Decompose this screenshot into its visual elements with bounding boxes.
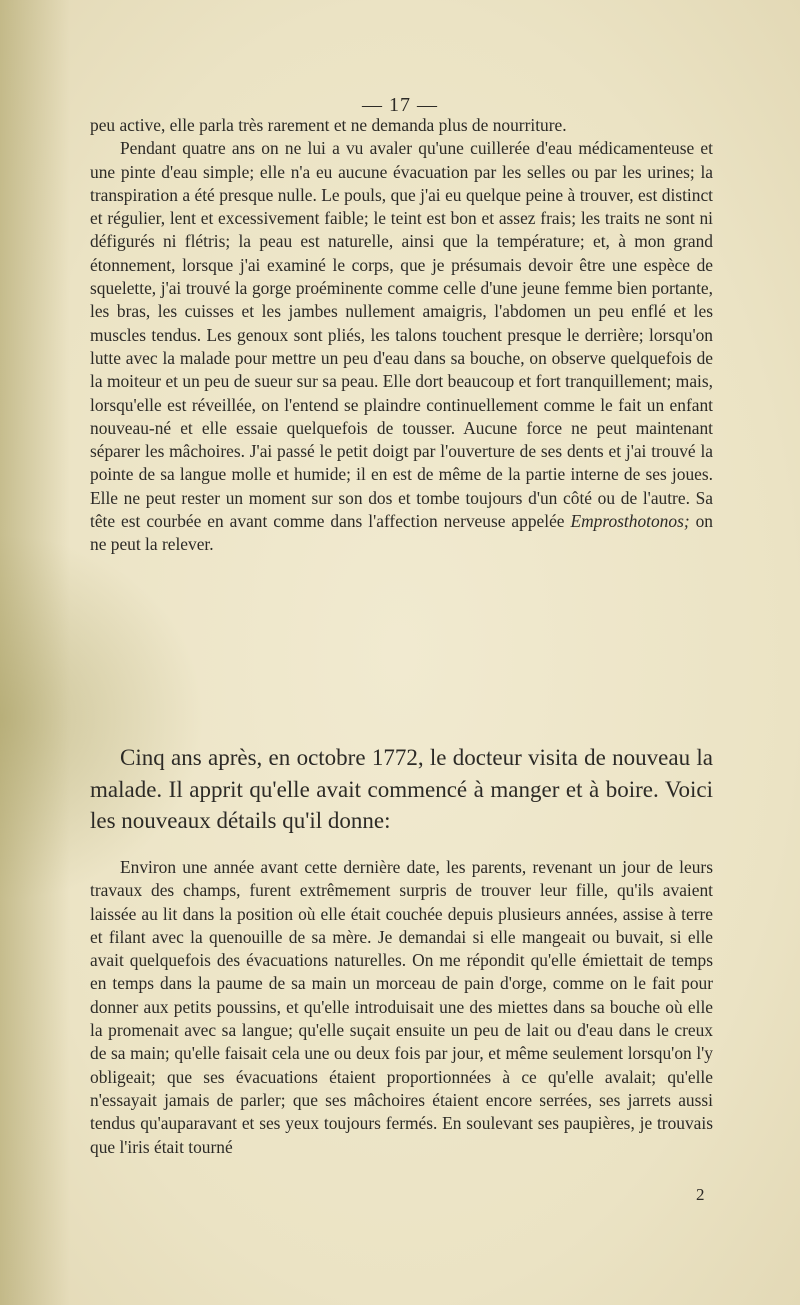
paragraph-large-type [90,742,713,837]
signature-mark: 2 [696,1185,705,1204]
paper-stain [0,0,70,1305]
body-text-bottom [90,856,713,1159]
body-text-top [90,114,713,557]
paragraph-continuation: peu active, elle parla très rarement et ne demanda plus de nourriture. [90,115,567,135]
term-emprosthotonos: Emprosthotonos; [570,511,690,532]
paragraph-parents: Environ une année avant cette dernière date, les parents, revenant un jour de leurs travaux des champs, furent extrêmement surpris de trouver leur fille, qu'ils avaient laissée au lit dans la position où elle était couchée depuis plusieurs années, assise à terre et filant avec la quenouille de sa mère. Je demandai si elle mangeait ou buvait, si elle avait quelquefois des évacuations naturelles. On me répondit qu'elle émiettait de temps en temps dans la paume de sa main un morceau de pain d'orge, comme on le fait pour donner aux petits poussins, et qu'elle introduisait une des miettes dans sa bouche où elle la promenait avec sa langue; qu'elle suçait ensuite un peu de lait ou d'eau dans le creux de sa main; qu'elle faisait cela une ou deux fois par jour, et même seulement lorsqu'on l'y obligeait; que ses évacuations étaient proportionnées à ce qu'elle avalait; qu'elle n'essayait jamais de parler; que ses mâchoires étaient encore serrées, ses jarrets aussi tendus qu'auparavant et ses yeux toujours fermés. En soulevant ses paupières, je trouvais que l'iris était tourné [90,857,713,1157]
paragraph-symptoms-text: Pendant quatre ans on ne lui a vu avaler qu'une cuillerée d'eau médicamenteuse et une pinte d'eau simple; elle n'a eu aucune évacuation par les selles ou par les urines; la transpiration a été presque nulle. Le pouls, que j'ai eu quelque peine à trouver, est distinct et régulier, lent et excessivement faible; le teint est bon et assez frais; les traits ne sont ni défigurés ni flétris; la peau est naturelle, ainsi que la température; et, à mon grand étonnement, lorsque j'ai examiné le corps, que je présumais devoir être une espèce de squelette, j'ai trouvé la gorge proéminente comme celle d'une jeune femme bien portante, les bras, les cuisses et les jambes nullement amaigris, l'abdomen un peu enflé et les muscles tendus. Les genoux sont pliés, les talons touchent presque le derrière; lorsqu'on lutte avec la malade pour mettre un peu d'eau dans sa bouche, on observe quelquefois de la moiteur et un peu de sueur sur sa peau. Elle dort beaucoup et fort tranquillement; mais, lorsqu'elle est réveillée, on l'entend se plaindre continuellement comme le fait un enfant nouveau-né et elle essaie quelquefois de tousser. Aucune force ne peut maintenant séparer les mâchoires. J'ai passé le petit doigt par l'ouverture de ses dents et j'ai trouvé la pointe de sa langue molle et humide; il en est de même de la partie interne de ses joues. Elle ne peut rester un moment sur son dos et tombe toujours d'un côté ou de l'autre. Sa tête est courbée en avant comme dans l'affection nerveuse appelée [90,138,713,532]
paragraph-symptoms [90,137,713,556]
paragraph-five-years: Cinq ans après, en octobre 1772, le docteur visita de nouveau la malade. Il apprit qu'elle avait commencé à manger et à boire. Voici les nouveaux détails qu'il donne: [90,745,713,833]
page-number: — 17 — [362,94,438,116]
paragraph-symptoms-end: on ne peut la relever. [90,511,713,555]
